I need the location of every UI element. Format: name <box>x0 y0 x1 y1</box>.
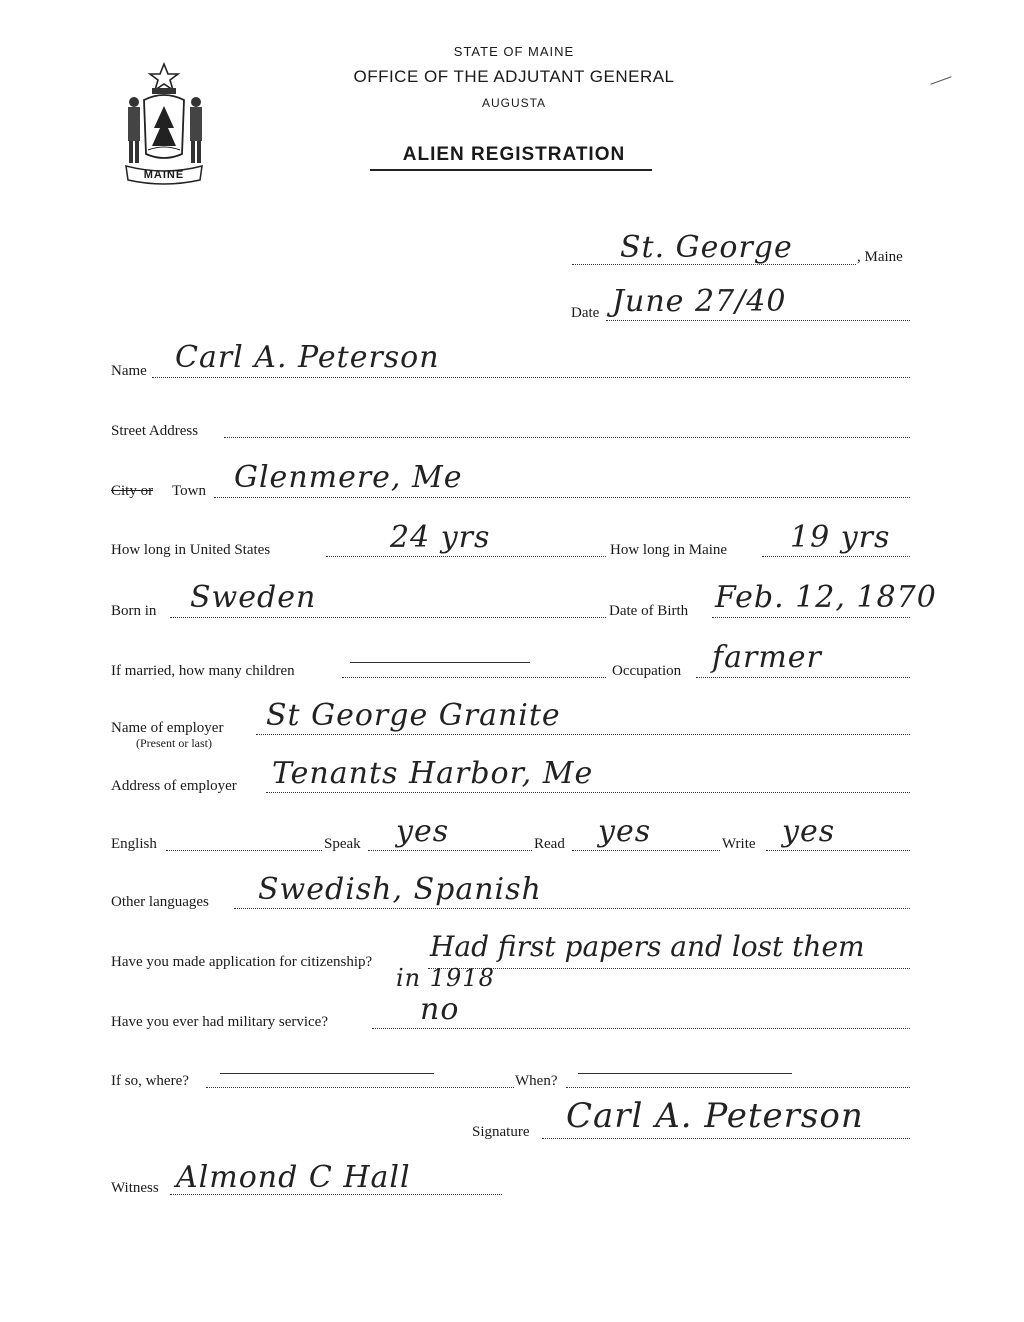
employer-sub-label: (Present or last) <box>136 736 212 750</box>
born-in-value: Sweden <box>190 580 317 615</box>
name-label: Name <box>111 363 147 379</box>
place-value: St. George <box>620 230 793 265</box>
children-line <box>342 677 606 678</box>
maine-label: , Maine <box>857 249 903 265</box>
citizenship-value-line2: in 1918 <box>396 964 495 992</box>
dob-line <box>712 617 910 618</box>
signature-label: Signature <box>472 1124 530 1140</box>
dob-label: Date of Birth <box>609 603 689 619</box>
other-languages-label: Other languages <box>111 894 209 910</box>
english-label: English <box>111 836 157 852</box>
write-line <box>766 850 910 851</box>
seal-banner-text: MAINE <box>143 169 185 181</box>
children-dash <box>350 662 530 663</box>
how-long-maine-label: How long in Maine <box>610 542 728 558</box>
children-label: If married, how many children <box>111 663 295 679</box>
military-label: Have you ever had military service? <box>111 1014 328 1030</box>
signature-value: Carl A. Peterson <box>566 1096 864 1136</box>
english-line <box>166 850 322 851</box>
born-in-line <box>170 617 606 618</box>
speak-value: yes <box>396 814 450 849</box>
how-long-maine-line <box>762 556 910 557</box>
when-dash <box>578 1073 792 1074</box>
date-value: June 27/40 <box>612 284 787 319</box>
date-label: Date <box>571 305 600 321</box>
date-line <box>606 320 910 321</box>
military-value: no <box>420 992 460 1027</box>
years-us-value: 24 yrs <box>390 520 491 555</box>
corner-mark <box>930 76 951 84</box>
where-dash <box>220 1073 434 1074</box>
write-value: yes <box>782 814 836 849</box>
employer-label: Name of employer <box>111 720 224 736</box>
city-heading: AUGUSTA <box>481 96 547 110</box>
form-title: ALIEN REGISTRATION <box>402 144 626 165</box>
street-label: Street Address <box>111 423 199 439</box>
where-line <box>206 1087 514 1088</box>
street-line <box>224 437 910 438</box>
city-or-label: City or <box>111 483 154 499</box>
when-label: When? <box>515 1073 558 1089</box>
citizenship-value-line1: Had first papers and lost them <box>430 930 865 963</box>
read-line <box>572 850 720 851</box>
state-seal <box>112 58 216 188</box>
office-heading: OFFICE OF THE ADJUTANT GENERAL <box>353 67 675 86</box>
town-value: Glenmere, Me <box>234 460 463 495</box>
when-line <box>566 1087 910 1088</box>
name-value: Carl A. Peterson <box>175 340 440 375</box>
employer-address-line <box>266 792 910 793</box>
military-line <box>372 1028 910 1029</box>
other-languages-value: Swedish, Spanish <box>258 872 542 907</box>
write-label: Write <box>722 836 756 852</box>
signature-line <box>542 1138 910 1139</box>
how-long-us-label: How long in United States <box>111 542 271 558</box>
town-label: Town <box>172 483 206 499</box>
born-in-label: Born in <box>111 603 157 619</box>
witness-label: Witness <box>111 1180 159 1196</box>
occupation-value: farmer <box>712 640 822 675</box>
years-maine-value: 19 yrs <box>790 520 891 555</box>
other-languages-line <box>234 908 910 909</box>
employer-line <box>256 734 910 735</box>
read-value: yes <box>598 814 652 849</box>
title-underline <box>370 169 652 171</box>
speak-line <box>368 850 532 851</box>
citizenship-line <box>428 968 910 969</box>
speak-label: Speak <box>324 836 361 852</box>
state-heading: STATE OF MAINE <box>453 44 575 59</box>
occupation-label: Occupation <box>612 663 682 679</box>
occupation-line <box>696 677 910 678</box>
name-line <box>152 377 910 378</box>
town-line <box>214 497 910 498</box>
where-label: If so, where? <box>111 1073 189 1089</box>
witness-value: Almond C Hall <box>176 1160 411 1195</box>
read-label: Read <box>534 836 565 852</box>
how-long-us-line <box>326 556 606 557</box>
employer-value: St George Granite <box>266 698 561 733</box>
citizenship-label: Have you made application for citizenship? <box>111 954 373 970</box>
dob-value: Feb. 12, 1870 <box>715 580 937 615</box>
employer-address-value: Tenants Harbor, Me <box>272 756 594 791</box>
employer-address-label: Address of employer <box>111 778 237 794</box>
